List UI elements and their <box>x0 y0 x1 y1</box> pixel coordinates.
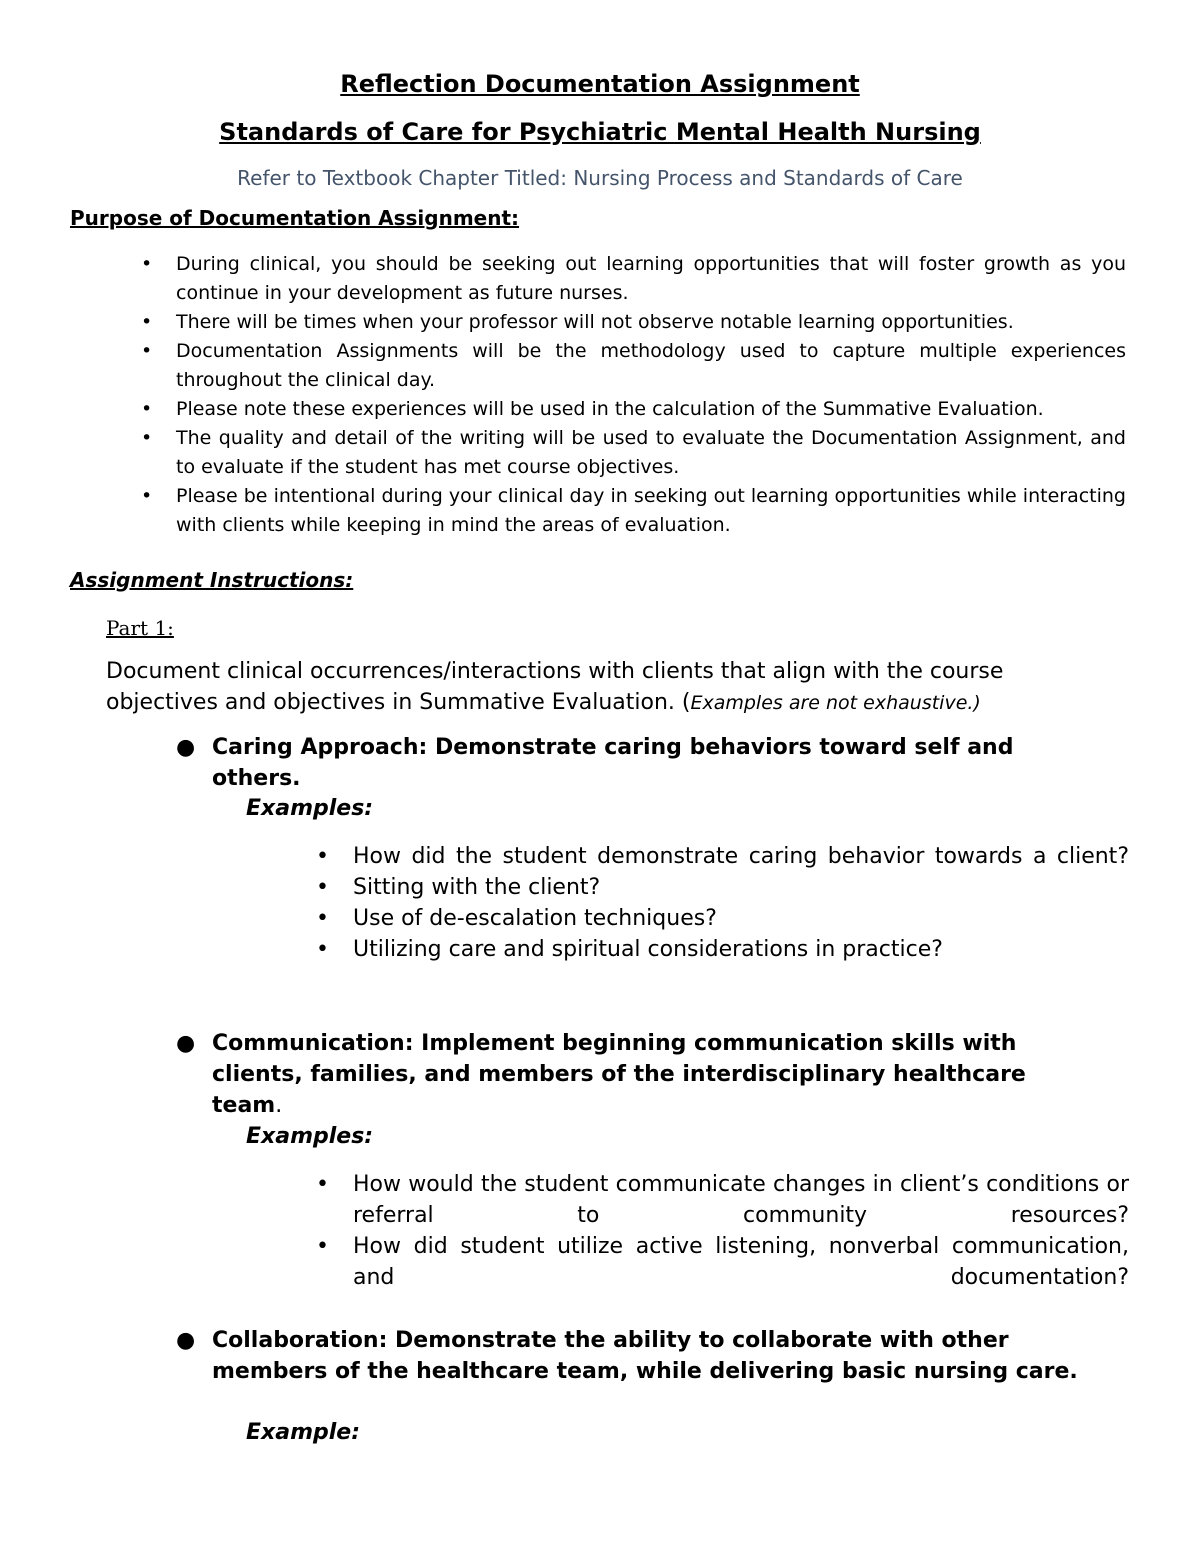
objective-text: Caring Approach: Demonstrate caring behaviors toward self and others. <box>212 735 1014 791</box>
document-title: Reflection Documentation Assignment <box>340 70 860 98</box>
examples-list <box>0 1169 1200 1293</box>
objective-text: Collaboration: Demonstrate the ability to collaborate with other members of the healthcare team, while delivering basic nursing care. <box>212 1328 1078 1384</box>
list-item: • During clinical, you should be seeking out learning opportunities that will foster growth as you continue in your development as future nurses. <box>0 250 1126 308</box>
objective-bullet-icon: ● <box>176 735 196 760</box>
document-subtitle: Standards of Care for Psychiatric Mental Health Nursing <box>219 118 981 146</box>
list-item: • The quality and detail of the writing will be used to evaluate the Documentation Assignment, and to evaluate if the student has met course objectives. <box>0 424 1126 482</box>
part-1-intro: Document clinical occurrences/interactions with clients that align with the course objectives and objectives in Summative Evaluation. (Examples are not exhaustive.) <box>106 659 1004 715</box>
bullet-icon: • <box>316 906 329 931</box>
purpose-heading: Purpose of Documentation Assignment: <box>70 206 520 230</box>
examples-label: Examples: <box>246 1124 374 1149</box>
objective-bullet-icon: ● <box>176 1328 196 1353</box>
examples-list <box>0 841 1200 965</box>
list-item: • How did student utilize active listening, nonverbal communication, and documentation? <box>0 1231 1129 1293</box>
list-item: • How did the student demonstrate caring behavior towards a client? <box>0 841 1129 872</box>
objective-text: Communication: Implement beginning communication skills with clients, families, and members of the interdisciplinary healthcare team. <box>212 1031 1026 1118</box>
bullet-icon: • <box>141 427 153 449</box>
objective-bullet-icon: ● <box>176 1031 196 1056</box>
list-item: • How would the student communicate changes in client’s conditions or referral to community resources? <box>0 1169 1129 1231</box>
textbook-reference: Refer to Textbook Chapter Titled: Nursing Process and Standards of Care <box>237 166 963 190</box>
bullet-icon: • <box>316 1234 329 1259</box>
bullet-icon: • <box>316 844 329 869</box>
list-item: • Sitting with the client? <box>0 872 1129 903</box>
list-item: • Utilizing care and spiritual considerations in practice? <box>0 934 1129 965</box>
bullet-icon: • <box>316 937 329 962</box>
purpose-list <box>0 250 1200 540</box>
list-item: • There will be times when your professor will not observe notable learning opportunities. <box>0 308 1126 337</box>
instructions-heading: Assignment Instructions: <box>70 568 354 592</box>
bullet-icon: • <box>141 398 153 420</box>
bullet-icon: • <box>141 340 153 362</box>
list-item: • Please note these experiences will be used in the calculation of the Summative Evaluation. <box>0 395 1126 424</box>
list-item: • Documentation Assignments will be the methodology used to capture multiple experiences throughout the clinical day. <box>0 337 1126 395</box>
bullet-icon: • <box>141 253 153 275</box>
bullet-icon: • <box>141 311 153 333</box>
bullet-icon: • <box>141 485 153 507</box>
bullet-icon: • <box>316 875 329 900</box>
part-1-label: Part 1: <box>106 616 174 640</box>
examples-label: Example: <box>246 1420 360 1445</box>
examples-label: Examples: <box>246 796 374 821</box>
list-item: • Use of de-escalation techniques? <box>0 903 1129 934</box>
bullet-icon: • <box>316 1172 329 1197</box>
list-item: • Please be intentional during your clinical day in seeking out learning opportunities while interacting with clients while keeping in mind the areas of evaluation. <box>0 482 1126 540</box>
